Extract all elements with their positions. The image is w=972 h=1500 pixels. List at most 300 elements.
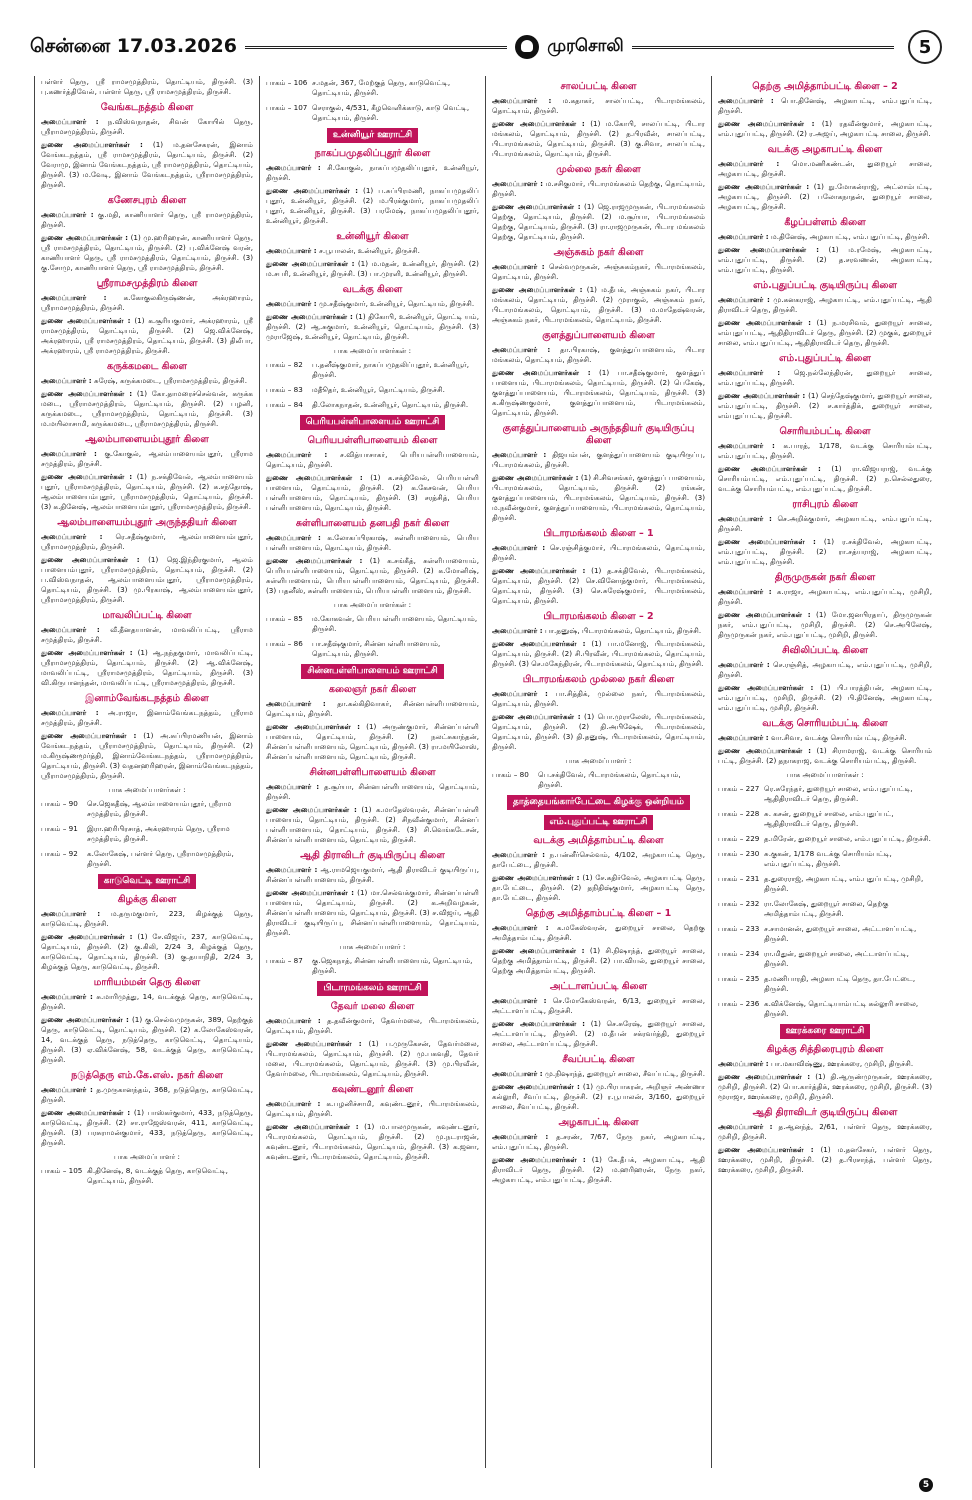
section-banner: ஊரக்கரை ஊராட்சி bbox=[780, 1024, 871, 1039]
entry-paragraph bbox=[718, 1122, 932, 1142]
entry-paragraph bbox=[718, 245, 932, 275]
entry-role: அமைப்பாளர் : bbox=[718, 514, 772, 523]
entry-text: ஆ.ராமஜெயகுமார், ஆதி திராவிடர் குடியிருப்பு, சின்னப்பள்ளிபாளையம், திருச்சி. bbox=[266, 865, 479, 884]
booth-row bbox=[718, 949, 932, 969]
entry-paragraph bbox=[718, 1059, 932, 1069]
entry-text: (1) அருண்குமார், சின்னப்பள்ளி பாளையம், தொட்டியம், திருச்சி. (2) நலட்சுகாந்தன், சின்னப்பள்ளிபாளையம், தொட்டியம், திருச்சி. (3) ரா.மயிலோஸ், சின்னப்பள்ளிபாளையம், தொட்டியம், திருச்சி. bbox=[266, 722, 479, 761]
entry-text: ம.தருமகுமார், 223, கிழக்குத் தெரு, காடுவெட்டி, திருச்சி. bbox=[41, 909, 253, 928]
entry-text: (1) க.சக்திவேல், பெரியபள்ளி பாளையம், தொட்டியம், திருச்சி. (2) க.கேசவன், பெரிய பள்ளிபாளையம், தொட்டியம், திருச்சி. (3) சரத்சித், பெரிய பள்ளிபாளையம், தொட்டியம், திருச்சி. bbox=[266, 473, 479, 512]
booth-person: பா.சதீஷ்குமார், சின்னபள்ளிபாளையம், தொட்டியம், திருச்சி. bbox=[312, 639, 441, 658]
entry-paragraph bbox=[718, 119, 932, 139]
booth-row bbox=[41, 1166, 253, 1186]
section-title: கிழக்கு கிளை bbox=[117, 894, 177, 905]
entry-paragraph bbox=[718, 295, 932, 315]
entry-paragraph bbox=[41, 992, 253, 1012]
section-title: கணேசபுரம் கிளை bbox=[107, 195, 187, 206]
entry-role: துணை அமைப்பாளர்கள் : bbox=[718, 1072, 811, 1081]
section-title: நாகப்பமுதலிப்புதூர் கிளை bbox=[314, 148, 431, 159]
booth-number: பாகம் – 232 bbox=[718, 899, 760, 908]
entry-role: அமைப்பாளர் : bbox=[492, 345, 551, 354]
entry-paragraph bbox=[492, 923, 705, 943]
entry-text: த.தவீன்குமார், தேவர்மலை, பிடாரமங்கலம், தொட்டியம், திருச்சி. bbox=[266, 1016, 479, 1035]
entry-text: (1) த.சக்திவேல், பிடாரமங்கலம், தொட்டியம், திருச்சி. (2) செ.வினோத்குமார், பிடாரமங்கலம், தொட்டியம், திருச்சி. (3) செ.சுரேஷ்குமார், பிடாரமங்கலம், தொட்டியம், திருச்சி. bbox=[492, 566, 705, 605]
booth-row bbox=[718, 834, 932, 844]
entry-role: அமைப்பாளர் : bbox=[492, 179, 544, 188]
entry-role: துணை அமைப்பாளர்கள் : bbox=[41, 316, 131, 325]
section-title: அழகாபட்டி கிளை bbox=[558, 1117, 639, 1128]
entry-text: அ.ராஜா, இனாம்வேங்கடநத்தம், ஸ்ரீராம சமுத்திரம், திருச்சி. bbox=[41, 708, 253, 727]
entry-text: வா.சிவா, வடக்கு சொரியம்பட்டி, திருச்சி. bbox=[770, 733, 907, 742]
entry-paragraph bbox=[718, 610, 932, 640]
entry-role: துணை அமைப்பாளர்கள் : bbox=[266, 888, 355, 897]
section-title: ஆலம்பாளையம்புதூர் அருந்ததியர் கிளை bbox=[57, 517, 237, 528]
entry-role: அமைப்பாளர் : bbox=[718, 1059, 769, 1068]
entry-paragraph bbox=[718, 182, 932, 212]
booth-number: பாகம் – 227 bbox=[718, 784, 760, 793]
entry-paragraph bbox=[492, 689, 705, 709]
entry-text: ச.பூபாலன், உன்னியூர், திருச்சி. bbox=[318, 246, 420, 255]
booth-row bbox=[266, 956, 479, 976]
entry-text: ஜெ.நல்லேந்திரன், துறையூர் சாலை, எம்.புதுப்பட்டி, திருச்சி. bbox=[718, 368, 932, 387]
entry-role: துணை அமைப்பாளர்கள் : bbox=[718, 683, 814, 692]
entry-paragraph bbox=[266, 556, 479, 596]
entry-text: (1) பாஸ்கர்குமார், 433, நடுத்தெரு, காடுவெட்டி, திருச்சி. (2) சா.ராஜேஸ்வரன், 411, காடுவெட்டி, திருச்சி. (3) பரசுராமன்குமார், 433, நடுத்தெரு, காடுவெட்டி, திருச்சி. bbox=[41, 1108, 253, 1147]
booth-number: பாகம் – 84 bbox=[266, 400, 303, 409]
section-title: ஆதி திராவிடர் குடியிருப்பு கிளை bbox=[300, 850, 445, 861]
entry-text: (1) ஆ.நந்தகுமார், மாவலிப்பட்டி, ஸ்ரீராமசமுத்திரம், தொட்டியம், திருச்சி. (2) ஆ.விக்னேஷ், மாவலிப்பட்டி, ஸ்ரீராமசமுத்திரம், தொட்டியம், திருச்சி. (3) வி.கிருபானந்தன், மாவலிப்பட்டி, ஸ்ரீராமசமுத்திரம், திருச்சி. bbox=[41, 648, 253, 687]
entry-paragraph bbox=[718, 683, 932, 713]
entry-role: துணை அமைப்பாளர்கள் : bbox=[41, 932, 133, 941]
entry-role: துணை அமைப்பாளர்கள் : bbox=[266, 722, 361, 731]
entry-role: துணை அமைப்பாளர்கள் : bbox=[266, 259, 355, 268]
entry-role: அமைப்பாளர் : bbox=[492, 450, 547, 459]
section-banner: காடுவெட்டி ஊராட்சி bbox=[98, 874, 196, 889]
section-title: அஞ்சுகம் நகர் கிளை bbox=[553, 247, 644, 258]
newspaper-logo-icon bbox=[515, 35, 539, 59]
entry-role: துணை அமைப்பாளர்கள் : bbox=[492, 712, 581, 721]
entry-text: (1) ப.முருகேசன், தேவர்மலை, பிடாரமங்கலம், தொட்டியம், திருச்சி. (2) மு.பகவதி, தேவர் மலை, பிடாரமங்கலம், தொட்டியம், திருச்சி. (3) மு.பிரவீன், தேவர்மலை, பிடாரமங்கலம், தொட்டியம், திருச்சி. bbox=[266, 1039, 479, 1078]
entry-role: அமைப்பாளர் : bbox=[492, 626, 543, 635]
entry-text: மொ.மணிகண்டன், துறையூர் சாலை, அழகாபட்டி, திருச்சி. bbox=[718, 159, 932, 178]
entry-text: தா.கல்கிதிவாகர், சின்னபள்ளிபாளையம், தொட்டியம், திருச்சி. bbox=[266, 699, 479, 718]
booth-row bbox=[41, 849, 253, 869]
entry-paragraph bbox=[492, 119, 705, 159]
entry-text: த.சூர்யா, சின்னபள்ளிபாளையம், தொட்டியம், திருச்சி. bbox=[266, 782, 479, 801]
entry-role: அமைப்பாளர் : bbox=[718, 368, 781, 377]
entry-paragraph bbox=[41, 472, 253, 512]
sub-label: பாக அமைப்பாளர் : bbox=[339, 942, 406, 951]
entry-role: அமைப்பாளர் : bbox=[41, 210, 94, 219]
entry-text: (1) மு.ஹரிஹரன், காணியாளர் தெரு, ஸ்ரீ ராமசமுத்திரம், தொட்டியம், திருச்சி. (2) பு.விக்னேஷ் வரன், காணியாளர் தெரு, ஸ்ரீ ராமசமுத்திரம், தொட்டியம், திருச்சி. (3) கு.சோமு, காணியாளர் தெரு, ஸ்ரீ ராமசமுத்திரம், திருச்சி. bbox=[41, 233, 253, 272]
booth-number: பாகம் – 229 bbox=[718, 834, 760, 843]
entry-text: செல்வமுருகன், அஞ்சுகம்நகர், பிடாரமங்கலம், தொட்டியம், திருச்சி. bbox=[492, 262, 705, 281]
section-title: நடுத்தெரு எம்.கே.எஸ். நகர் கிளை bbox=[71, 1070, 223, 1081]
booth-number: பாகம் – 234 bbox=[718, 949, 760, 958]
entry-role: துணை அமைப்பாளர்கள் : bbox=[41, 472, 133, 481]
section-title: கருக்கமடை கிளை bbox=[107, 361, 187, 372]
entry-paragraph bbox=[492, 1019, 705, 1049]
booth-row bbox=[492, 770, 705, 790]
entry-paragraph bbox=[41, 389, 253, 429]
entry-paragraph bbox=[266, 450, 479, 470]
entry-text: (1) ந.சக்திவேல், ஆலம்பாளையம் புதூர், ஸ்ரீராமசமுத்திரம், தொட்டியம், திருச்சி. (2) க.சந்தோஷ், ஆலம்பாளையம்புதூர், ஸ்ரீராமசமுத்திரம், தொட்டியம், திருச்சி. (3) க.தினேஷ், ஆலம்பாளையம்புதூர், ஸ்ரீராமசமுத்திரம், திருச்சி. bbox=[41, 472, 253, 511]
entry-paragraph bbox=[492, 1132, 705, 1152]
booth-person: செ.ஜெகதீஷ், ஆலம்பாளையம்புதூர், ஸ்ரீராம சமுத்திரம், திருச்சி. bbox=[87, 799, 232, 818]
booth-person: ப.தனீஷ்குமார், நாகப்பமுதலிப்புதூர், உன்னியூர், திருச்சி. bbox=[312, 360, 470, 379]
entry-role: அமைப்பாளர் : bbox=[492, 1069, 543, 1078]
entry-role: அமைப்பாளர் : bbox=[718, 159, 780, 168]
entry-role: அமைப்பாளர் : bbox=[492, 543, 546, 552]
entry-text: (1) க.சங்கீத், சுள்ளிபாளையம், பெரியபள்ளிபாளையம், தொட்டியம், திருச்சி. (2) க.மோனிஷ், சுள்ளிபாளையம், பெரியபள்ளிபாளையம், தொட்டியம், திருச்சி. (3) பதனீஸ், சுள்ளிபாளையம், பெரியபள்ளிபாளையம், திருச்சி. bbox=[266, 556, 479, 595]
entry-role: துணை அமைப்பாளர்கள் : bbox=[718, 464, 821, 473]
booth-row bbox=[266, 400, 479, 410]
entry-role: துணை அமைப்பாளர்கள் : bbox=[266, 473, 363, 482]
entry-text: (1) சே.விஜய், 237, காடுவெட்டி, தொட்டியம், திருச்சி. (2) கு.கிலி, 2/24 3, கிழக்குத் தெரு, காடுவெட்டி, தொட்டியம், திருச்சி. (3) கு.தயாநிதி, 2/24 3, கிழக்குத் தெரு, காடுவெட்டி, திருச்சி. bbox=[41, 932, 253, 971]
entry-paragraph bbox=[718, 464, 932, 494]
entry-text: பொ.தினேஷ், அழகாபட்டி, எம்.புதுப்பட்டி, திருச்சி. bbox=[718, 96, 932, 115]
column bbox=[486, 76, 712, 1468]
booth-number: பாகம் – 85 bbox=[266, 614, 303, 623]
entry-paragraph bbox=[266, 1122, 479, 1162]
entry-role: துணை அமைப்பாளர்கள் : bbox=[718, 746, 811, 755]
booth-number: பாகம் – 92 bbox=[41, 849, 78, 858]
entry-paragraph bbox=[266, 888, 479, 938]
section-title: சின்னபள்ளிபாளையம் கிளை bbox=[309, 767, 436, 778]
booth-person: தி.லோகநாதன், உன்னியூர், தொட்டியம், திருச்சி. bbox=[312, 400, 469, 409]
entry-text: சுரேஷ், கருக்கமடை, ஸ்ரீராமசமுத்திரம், திருச்சி. bbox=[93, 376, 248, 385]
entry-role: துணை அமைப்பாளர்கள் : bbox=[266, 186, 358, 195]
section-title: ஆதி திராவிடர் குடியிருப்பு கிளை bbox=[752, 1107, 898, 1118]
entry-text: (1) க.சூரியகுமார், அக்ரஹாரம், ஸ்ரீ ராமசமுத்திரம், தொட்டியம், திருச்சி. (2) ஜெ.விக்னேஷ், அக்ரஹாரம், ஸ்ரீ ராமசமுத்திரம், தொட்டியம், திருச்சி. (3) திலீபா, அக்ரஹாரம், ஸ்ரீ ராமசமுத்திரம், திருச்சி. bbox=[41, 316, 253, 355]
section-title: திருமுருகன் நகர் கிளை bbox=[774, 572, 876, 583]
entry-paragraph bbox=[492, 179, 705, 199]
entry-paragraph bbox=[492, 850, 705, 870]
entry-paragraph bbox=[492, 566, 705, 606]
entry-text: (1) ப.சுப்பிரமணி, நாகப்பமுதலிப் புதூர், உன்னியூர், திருச்சி. (2) ம.பிரக்குமார், நாகப்பமுதலிப் புதூர், உன்னியூர், திருச்சி. (3) பரமேஷ், நாகப்பமுதலிப்புதூர், உன்னியூர், திருச்சி. bbox=[266, 186, 479, 225]
booth-person: சு. கசன், துறையூர் சாலை, எம்.புதுப்பட், ஆதிதிராவிடர் தெரு, திருச்சி. bbox=[764, 809, 894, 828]
entry-text: (1) ஜெ.ராஜமுருகன், பிடாரமங்கலம் தெற்கு, தொட்டியம், திருச்சி. (2) ம.சூர்யா, பிடாரமங்கலம் தெற்கு, தொட்டியம், திருச்சி. (3) ரா.ராஜமுருகன், பிடார மங்கலம் தெற்கு, தொட்டியம், திருச்சி. bbox=[492, 202, 705, 241]
entry-role: துணை அமைப்பாளர்கள் : bbox=[718, 1145, 814, 1154]
section-title: சாலப்பட்டி கிளை bbox=[560, 81, 637, 92]
booth-row bbox=[718, 924, 932, 944]
entry-text: (1) கு.செல்வமுருகன், 389, தெற்குத் தெரு, காடுவெட்டி, தொட்டியம், திருச்சி. (2) க.லோகேஸ்வரன், 14, வடக்குத் தெரு, நடுத்தெரு, காடுவெட்டி, தொட்டியம், திருச்சி. (3) ஏ.விக்னேஷ், 58, வடக்குத் தெரு, காடுவெட்டி, திருச்சி. bbox=[41, 1015, 253, 1064]
entry-role: அமைப்பாளர் : bbox=[718, 587, 772, 596]
entry-paragraph bbox=[492, 626, 705, 636]
entry-text: (1) சி.நிஷாந்த், துறையூர் சாலை, தெற்கு அமித்தாம்பட்டி, திருச்சி. (2) பா.வியல், துறையூர் சாலை, தெற்கு அமித்தாம்பட்டி, திருச்சி. bbox=[492, 946, 705, 975]
booth-person: ரா.லோகேஷ், துறையூர் சாலை, தெற்கு அமித்தாம்பட்டி, திருச்சி. bbox=[764, 899, 889, 918]
entry-text: (1) சிராமராஜ், வடக்கு சொரியம் பட்டி, திருச்சி. (2) தநாகராஜ, வடக்கு சொரியம்பட்டி, திருச்சி. bbox=[718, 746, 932, 765]
entry-paragraph bbox=[718, 96, 932, 116]
entry-paragraph bbox=[718, 159, 932, 179]
entry-paragraph bbox=[41, 293, 253, 313]
entry-paragraph bbox=[492, 202, 705, 242]
entry-paragraph bbox=[492, 345, 705, 365]
entry-role: துணை அமைப்பாளர்கள் : bbox=[266, 1122, 359, 1131]
entry-paragraph bbox=[41, 555, 253, 605]
entry-role: துணை அமைப்பாளர்கள் : bbox=[41, 1015, 129, 1024]
sub-label: பாக அமைப்பாளர்கள் : bbox=[108, 785, 186, 794]
entry-paragraph bbox=[492, 543, 705, 563]
booth-row bbox=[718, 899, 932, 919]
entry-role: துணை அமைப்பாளர்கள் : bbox=[41, 1108, 131, 1117]
entry-text: பா.மகாவிஷ்ணு, ஊரக்கரை, முசிறி, திருச்சி. bbox=[770, 1059, 914, 1068]
entry-role: துணை அமைப்பாளர்கள் : bbox=[41, 648, 133, 657]
section-title: பிடாரமங்கலம் முல்லை நகர் கிளை bbox=[522, 674, 675, 685]
entry-role: அமைப்பாளர் : bbox=[266, 865, 318, 874]
entry-text: ம.தினேஷ், அழகாபட்டி, எம்.புதுப்பட்டி, திருச்சி. bbox=[770, 232, 930, 241]
entry-text: ச.வித்யாசாகர், பெரியபள்ளிபாளையம், தொட்டியம், திருச்சி. bbox=[266, 450, 479, 469]
booth-number: பாகம் – 90 bbox=[41, 799, 78, 808]
entry-paragraph bbox=[718, 1072, 932, 1102]
entry-paragraph bbox=[492, 1155, 705, 1185]
entry-role: அமைப்பாளர் : bbox=[266, 246, 317, 255]
booth-row bbox=[266, 385, 479, 395]
entry-role: அமைப்பாளர் : bbox=[718, 733, 769, 742]
booth-row bbox=[718, 784, 932, 804]
entry-role: அமைப்பாளர் : bbox=[41, 1085, 93, 1094]
entry-role: அமைப்பாளர் : bbox=[266, 450, 328, 459]
entry-role: அமைப்பாளர் : bbox=[266, 163, 321, 172]
entry-text: க.ராஜா, அழகாபட்டி, எம்.புதுப்பட்டி, முசிறி, திருச்சி. bbox=[718, 587, 932, 606]
masthead-rule-right bbox=[632, 46, 894, 49]
entry-role: அமைப்பாளர் : bbox=[718, 660, 770, 669]
entry-text: த.முருகானந்தம், 368, நடுத்தெரு, காடுவெட்டி, திருச்சி. bbox=[41, 1085, 253, 1104]
footer-page-number: 5 bbox=[919, 1478, 933, 1492]
booth-person: ரெ.சுரேந்தர், துறையூர் சாலை, எம்.புதுப்பட்டி, ஆதிதிராவிடர் தெரு, திருச்சி. bbox=[764, 784, 913, 803]
section-title: கிழக்கு சித்திரைபுரம் கிளை bbox=[766, 1044, 884, 1055]
booth-number: பாகம் – 83 bbox=[266, 385, 303, 394]
booth-number: பாகம் – 106 bbox=[266, 78, 308, 87]
booth-row bbox=[41, 799, 253, 819]
entry-role: துணை அமைப்பாளர்கள் : bbox=[266, 312, 353, 321]
entry-paragraph bbox=[266, 1099, 479, 1119]
booth-row bbox=[266, 103, 479, 123]
booth-person: ம.கோகவன், பெரியபள்ளிபாளையம், தொட்டியம், திருச்சி. bbox=[312, 614, 478, 633]
entry-text: (1) பி.பாரத்திபன், அழகாபட்டி, எம்.புதுப்பட்டி, முசிறி, திருச்சி. (2) பி.தினேஷ், அழகாபட்டி, எம்.புதுப்பட்டி, முசிறி, திருச்சி. bbox=[718, 683, 932, 712]
booth-row bbox=[266, 639, 479, 659]
entry-text: செ.ரஞ்சித், அழகாபட்டி, எம்.புதுப்பட்டி, முசிறி, திருச்சி. bbox=[718, 660, 932, 679]
sub-label: பாக அமைப்பாளர் : bbox=[565, 756, 632, 765]
entry-role: அமைப்பாளர் : bbox=[41, 117, 99, 126]
entry-role: துணை அமைப்பாளர்கள் : bbox=[41, 555, 140, 564]
entry-text: வீ.தீனதயாளன், மாவலிப்பட்டி, ஸ்ரீராம சமுத்திரம், திருச்சி. bbox=[41, 625, 253, 644]
entry-paragraph bbox=[718, 537, 932, 567]
entry-text: செ.அறிக்குமார், அழகாபட்டி, எம்.புதுப்பட்டி, திருச்சி. bbox=[718, 514, 932, 533]
entry-role: அமைப்பாளர் : bbox=[492, 1132, 549, 1141]
entry-role: அமைப்பாளர் : bbox=[492, 850, 545, 859]
booth-number: பாகம் – 228 bbox=[718, 809, 760, 818]
entry-role: துணை அமைப்பாளர்கள் : bbox=[492, 473, 579, 482]
booth-row bbox=[718, 809, 932, 829]
entry-role: அமைப்பாளர் : bbox=[41, 708, 99, 717]
section-banner: பிடாரமங்கலம் ஊராட்சி bbox=[317, 981, 427, 996]
section-title: ராசிபுரம் கிளை bbox=[792, 499, 858, 510]
entry-paragraph bbox=[492, 1082, 705, 1112]
entry-text: திஜயம்பன், குளத்துப்பாளையம் குடியிருப்பு, பிடாரமங்கலம், திருச்சி. bbox=[492, 450, 705, 469]
booth-number: பாகம் – 82 bbox=[266, 360, 303, 369]
booth-row bbox=[41, 824, 253, 844]
entry-role: துணை அமைப்பாளர்கள் : bbox=[492, 368, 591, 377]
entry-text: (1) பொ.முராலேஸ், பிடாரமங்கலம், தொட்டியம், திருச்சி. (2) தி.அபிஷேக், பிடாரமங்கலம், தொட்டியம், திருச்சி. (3) தி.தனுஷ், பிடாரமங்கலம், தொட்டியம், திருச்சி. bbox=[492, 712, 705, 751]
entry-paragraph bbox=[41, 376, 253, 386]
entry-paragraph bbox=[266, 186, 479, 226]
booth-person: கு.ஜெகநாத், சின்னபள்ளிபாளையம், தொட்டியம், திருச்சி. bbox=[312, 956, 473, 975]
entry-role: அமைப்பாளர் : bbox=[492, 996, 547, 1005]
section-title: சொரியம்பட்டி கிளை bbox=[779, 426, 871, 437]
entry-text: (1) கோ.தாமரைச்செல்வன், கருக்க மடை, ஸ்ரீராமசமுத்திரம், தொட்டியம், திருச்சி. (2) பழனி, கருக்கமடை, ஸ்ரீராமசமுத்திரம், தொட்டியம், திருச்சி. (3) ம.மயிலாசாமி, கருக்கமடை, ஸ்ரீராமசமுத்திரம், திருச்சி. bbox=[41, 389, 253, 428]
section-title: பிடாரமங்கலம் கிளை – 2 bbox=[543, 611, 654, 622]
booth-row bbox=[266, 78, 479, 98]
entry-role: அமைப்பாளர் : bbox=[266, 1016, 321, 1025]
entry-paragraph bbox=[492, 96, 705, 116]
entry-paragraph bbox=[266, 259, 479, 279]
entry-paragraph bbox=[492, 262, 705, 282]
booth-number: பாகம் – 236 bbox=[718, 999, 760, 1008]
entry-text: த.ஆனந்த், 2/61, பள்ளர் தெரு, ஊரக்கரை, முசிறி, திருச்சி. bbox=[718, 1122, 932, 1141]
section-title: அட்டாளப்பட்டி கிளை bbox=[549, 981, 648, 992]
section-banner: சின்னபள்ளிபாளையம் ஊராட்சி bbox=[301, 664, 443, 679]
page-number-badge: 5 bbox=[908, 30, 942, 64]
entry-text: க.கோகுலகிருஷ்ணன், அக்ரஹாரம், ஸ்ரீராமசமுத்திரம், திருச்சி. bbox=[41, 293, 253, 312]
booth-person: ச.சாமானன், துறையூர் சாலை, அட்டாளப்பட்டி, திருச்சி. bbox=[764, 924, 917, 943]
booth-number: பாகம் – 80 bbox=[492, 770, 529, 779]
booth-person: த.மிரேன், துறையூர் சாலை, எம்.புதுப்பட்டி, திருச்சி. bbox=[764, 834, 931, 843]
entry-paragraph bbox=[492, 285, 705, 325]
booth-number: பாகம் – 87 bbox=[266, 956, 303, 965]
entry-role: அமைப்பாளர் : bbox=[41, 376, 92, 385]
booth-person: செராகுல், 4/531, கீழவெளிக்காடு, காடு வெட்டி, தொட்டியம், திருச்சி. bbox=[312, 103, 470, 122]
column bbox=[712, 76, 938, 1468]
entry-role: அமைப்பாளர் : bbox=[492, 689, 548, 698]
booth-row bbox=[718, 999, 932, 1019]
entry-role: அமைப்பாளர் : bbox=[266, 533, 321, 542]
section-title: வடக்கு அமித்தாம்பட்டி கிளை bbox=[533, 835, 664, 846]
entry-paragraph bbox=[266, 1039, 479, 1079]
entry-role: அமைப்பாளர் : bbox=[492, 96, 552, 105]
section-title: எம்.புதுப்பட்டி குடியிருப்பு கிளை bbox=[753, 280, 897, 291]
entry-text: சி.கோகுல், நாகப்பமுதலிப்புதூர், உன்னியூர், திருச்சி. bbox=[266, 163, 479, 182]
entry-paragraph bbox=[41, 1085, 253, 1105]
entry-text: ம.கதாகர், சாலப்பட்டி, பிடாரமங்கலம், தொட்டியம், திருச்சி. bbox=[492, 96, 705, 115]
entry-paragraph bbox=[492, 639, 705, 669]
section-title: கவுண்டனூர் கிளை bbox=[331, 1084, 414, 1095]
section-title: குளத்துப்பாளையம் அருந்ததியர் குடியிருப்பு கிளை bbox=[502, 423, 695, 446]
entry-text: செ.ரஞ்சித்குமார், பிடாரமங்கலம், தொட்டியம், திருச்சி. bbox=[492, 543, 705, 562]
entry-text: (1) தி.ஆருண்முருகன், ஊரக்கரை, முசிறி, திருச்சி. (2) பொ.கார்த்திக், ஊரக்கரை, முசிறி, திருச்சி. (3) மூராஜா, ஊரக்கரை, முசிறி, திருச்சி. bbox=[718, 1072, 932, 1101]
section-banner: எம்.புதுப்பட்டி ஊராட்சி bbox=[544, 815, 654, 830]
entry-text: பா.சித்திக், முல்லை நகர், பிடாரமங்கலம், தொட்டியம், திருச்சி. bbox=[492, 689, 705, 708]
entry-paragraph bbox=[41, 708, 253, 728]
section-title: உன்னியூர் கிளை bbox=[336, 231, 409, 242]
column bbox=[260, 76, 486, 1468]
entry-role: துணை அமைப்பாளர்கள் : bbox=[41, 140, 143, 149]
entry-role: அமைப்பாளர் : bbox=[492, 262, 545, 271]
entry-role: அமைப்பாளர் : bbox=[266, 699, 326, 708]
entry-text: ம.சசிகுமார், பிடாரமங்கலம் தெற்கு, தொட்டியம், திருச்சி. bbox=[492, 179, 705, 198]
entry-paragraph bbox=[492, 473, 705, 523]
entry-role: துணை அமைப்பாளர்கள் : bbox=[266, 805, 357, 814]
booth-number: பாகம் – 233 bbox=[718, 924, 760, 933]
entry-paragraph bbox=[718, 733, 932, 743]
entry-role: துணை அமைப்பாளர்கள் : bbox=[492, 946, 585, 955]
entry-text: (1) கே.தீபக், அழகாபட்டி, ஆதி திராவிடர் தெரு, திருச்சி. (2) ம.ஹரிஹரன், நேரு நகர், அழகாபட்டி, எம்.புதுப்பட்டி, திருச்சி. bbox=[492, 1155, 705, 1184]
sub-label: பாக அமைப்பாளர்கள் : bbox=[333, 346, 412, 355]
masthead-brand bbox=[515, 35, 624, 59]
entry-text: (1) நு.மோகன்ராஜ், அட்லாம்பட்டி, அழகாபட்டி, திருச்சி. (2) பலோகநாதன், துறையூர் சாலை, அழகாபட்டி, திருச்சி. bbox=[718, 182, 932, 211]
entry-role: அமைப்பாளர் : bbox=[41, 992, 93, 1001]
entry-role: அமைப்பாளர் : bbox=[492, 923, 549, 932]
entry-role: துணை அமைப்பாளர்கள் : bbox=[41, 389, 133, 398]
sub-label: பாக அமைப்பாளர்கள் : bbox=[786, 770, 864, 779]
booth-person: இரா.ஹரிபிரசாத், அக்ரஹாரம் தெரு, ஸ்ரீராம சமுத்திரம், திருச்சி. bbox=[87, 824, 230, 843]
section-title: கலைஞர் நகர் கிளை bbox=[328, 684, 417, 695]
entry-text: (1) செந்தேஷ்குமார், துறையூர் சாலை, எம்.புதுப்பட்டி, திருச்சி. (2) ச.கார்த்திக், துறையூர் சாலை, எம்புதுப்பட்டி, திருச்சி. bbox=[718, 391, 932, 420]
entry-paragraph bbox=[41, 1015, 253, 1065]
entry-role: அமைப்பாளர் : bbox=[718, 232, 769, 241]
entry-paragraph bbox=[41, 648, 253, 688]
entry-paragraph bbox=[492, 873, 705, 903]
booth-person: மதூீதர், உன்னியூர், தொட்டியம், திருச்சி. bbox=[312, 385, 445, 394]
entry-role: துணை அமைப்பாளர்கள் : bbox=[718, 391, 806, 400]
entry-role: அமைப்பாளர் : bbox=[266, 299, 317, 308]
entry-text: (1) பா.சதீஷ்குமார், குளத்துப் பாளையம், பிடாரமங்கலம், தொட்டியம், திருச்சி. (2) பெகேஷ், குளத்துப்பாளையம், பிடாரமங்கலம், தொட்டியம், திருச்சி. (3) க.கிருஷ்ணகுமார், குளத்துப்பாளையம், பிடாரமங்கலம், தொட்டியம், திருச்சி. bbox=[492, 368, 705, 417]
entry-paragraph bbox=[718, 441, 932, 461]
column bbox=[34, 76, 260, 1468]
entry-role: அமைப்பாளர் : bbox=[41, 909, 101, 918]
entry-text: த.சரண், 7/67, நேரு நகர், அழகாபட்டி, எம்.புதுப்பட்டி, திருச்சி. bbox=[492, 1132, 705, 1151]
booth-person: ச.மதன், 367, மேற்குத் தெரு, காடுவெட்டி, தொட்டியம், திருச்சி. bbox=[312, 78, 451, 97]
section-title: மாவலிப்பட்டி கிளை bbox=[102, 610, 192, 621]
entry-role: துணை அமைப்பாளர்கள் : bbox=[492, 1082, 580, 1091]
section-title: தெற்கு அமித்தாம்பட்டி கிளை – 2 bbox=[752, 81, 898, 92]
entry-role: துணை அமைப்பாளர்கள் : bbox=[41, 233, 129, 242]
entry-paragraph bbox=[266, 722, 479, 762]
booth-person: க.விக்னேஷ், தொட்டியாம்பட்டி கல்லூரி சாலை, திருச்சி. bbox=[764, 999, 919, 1018]
section-title: வடக்கு சொரியம்பட்டி கிளை bbox=[762, 718, 888, 729]
entry-text: (1) ஜெ.இந்திரகுமார், ஆலம் பாளையம்புதூர், ஸ்ரீராமசமுத்திரம், தொட்டியம், திருச்சி. (2) ப.விஸ்வநாதன், ஆலம்பாளையம்புதூர், ஸ்ரீராமசமுத்திரம், தொட்டியம், திருச்சி. (3) மு.பிரகாஷ், ஆலம்பாளையம்புதூர், ஸ்ரீராமசமுத்திரம், திருச்சி. bbox=[41, 555, 253, 604]
section-banner: தாத்தையங்கார்பேட்டை கிழக்கு ஒன்றியம் bbox=[507, 795, 690, 810]
entry-paragraph bbox=[266, 473, 479, 513]
entry-text: (1) ம.மதன், உன்னியூர், திருச்சி. (2) ம.சபரி, உன்னியூர், திருச்சி. (3) பா.முரளி, உன்னியூர், திருச்சி. bbox=[266, 259, 479, 278]
entry-role: துணை அமைப்பாளர்கள் : bbox=[718, 119, 815, 128]
entry-role: துணை அமைப்பாளர்கள் : bbox=[266, 556, 363, 565]
entry-text: செ.மோகேஸ்வரன், 6/13, துறையூர் சாலை, அட்டாளப்பட்டி, திருச்சி. bbox=[492, 996, 705, 1015]
masthead-date: சென்னை 17.03.2026 bbox=[30, 34, 237, 57]
booth-person: சு.குகன், 1/178 வடக்கு சொரியம்பட்டி, எம்.புதுப்பட்டி, திருச்சி. bbox=[764, 849, 892, 868]
booth-number: பாகம் – 230 bbox=[718, 849, 760, 858]
entry-role: துணை அமைப்பாளர்கள் : bbox=[718, 182, 810, 191]
entry-text: (1) ம.தீபக், அஞ்சுகம் நகர், பிடார மங்கலம், தொட்டியம், திருச்சி. (2) முராகுல், அஞ்சுகம் நகர், பிடாரமங்கலம், தொட்டியம், திருச்சி. (3) ம.மாதேஷ்வரன், அஞ்சுகம் நகர், பிடாரமங்கலம், தொட்டியம், திருச்சி. bbox=[492, 285, 705, 324]
section-title: முல்லை நகர் கிளை bbox=[556, 164, 641, 175]
entry-role: துணை அமைப்பாளர்கள் : bbox=[492, 1019, 586, 1028]
entry-text: (1) மோ.ஜனபிரதாப், திருமுருகன் நகர், எம்.புதுப்பட்டி, முசிறி, திருச்சி. (2) செ.அபிலேஷ், திருமுருகன் நகர், எம்.புதுப்பட்டி, முசிறி, திருச்சி. bbox=[718, 610, 932, 639]
entry-role: துணை அமைப்பாளர்கள் : bbox=[492, 119, 585, 128]
entry-paragraph bbox=[718, 368, 932, 388]
entry-role: அமைப்பாளர் : bbox=[41, 532, 103, 541]
section-title: வடக்கு கிளை bbox=[342, 284, 403, 295]
booth-person: ரா.மிதுன், துறையூர் சாலை, அட்டாளப்பட்டி, திருச்சி. bbox=[764, 949, 909, 968]
entry-paragraph bbox=[718, 746, 932, 766]
entry-role: துணை அமைப்பாளர்கள் : bbox=[718, 537, 816, 546]
entry-role: துணை அமைப்பாளர்கள் : bbox=[266, 1039, 362, 1048]
section-title: ஆலம்பாளையம்புதூர் கிளை bbox=[85, 434, 209, 445]
sub-label: பாக அமைப்பாளர் : bbox=[114, 1152, 180, 1161]
entry-text: க.பாரத், 1/178, வடக்கு சொரியம்பட்டி, எம்.புதுப்பட்டி, திருச்சி. bbox=[718, 441, 932, 460]
entry-text: (1) ரா.விஜயராஜ், வடக்கு சொரியம்பட்டி, எம்.புதுப்பட்டி, திருச்சி. (2) ந.செல்லதுரை, வடக்கு சொரியம்பட்டி, எம்.புதுப்பட்டி, திருச்சி. bbox=[718, 464, 932, 493]
entry-paragraph bbox=[492, 450, 705, 470]
entry-paragraph bbox=[718, 1145, 932, 1175]
entry-role: அமைப்பாளர் : bbox=[41, 449, 97, 458]
